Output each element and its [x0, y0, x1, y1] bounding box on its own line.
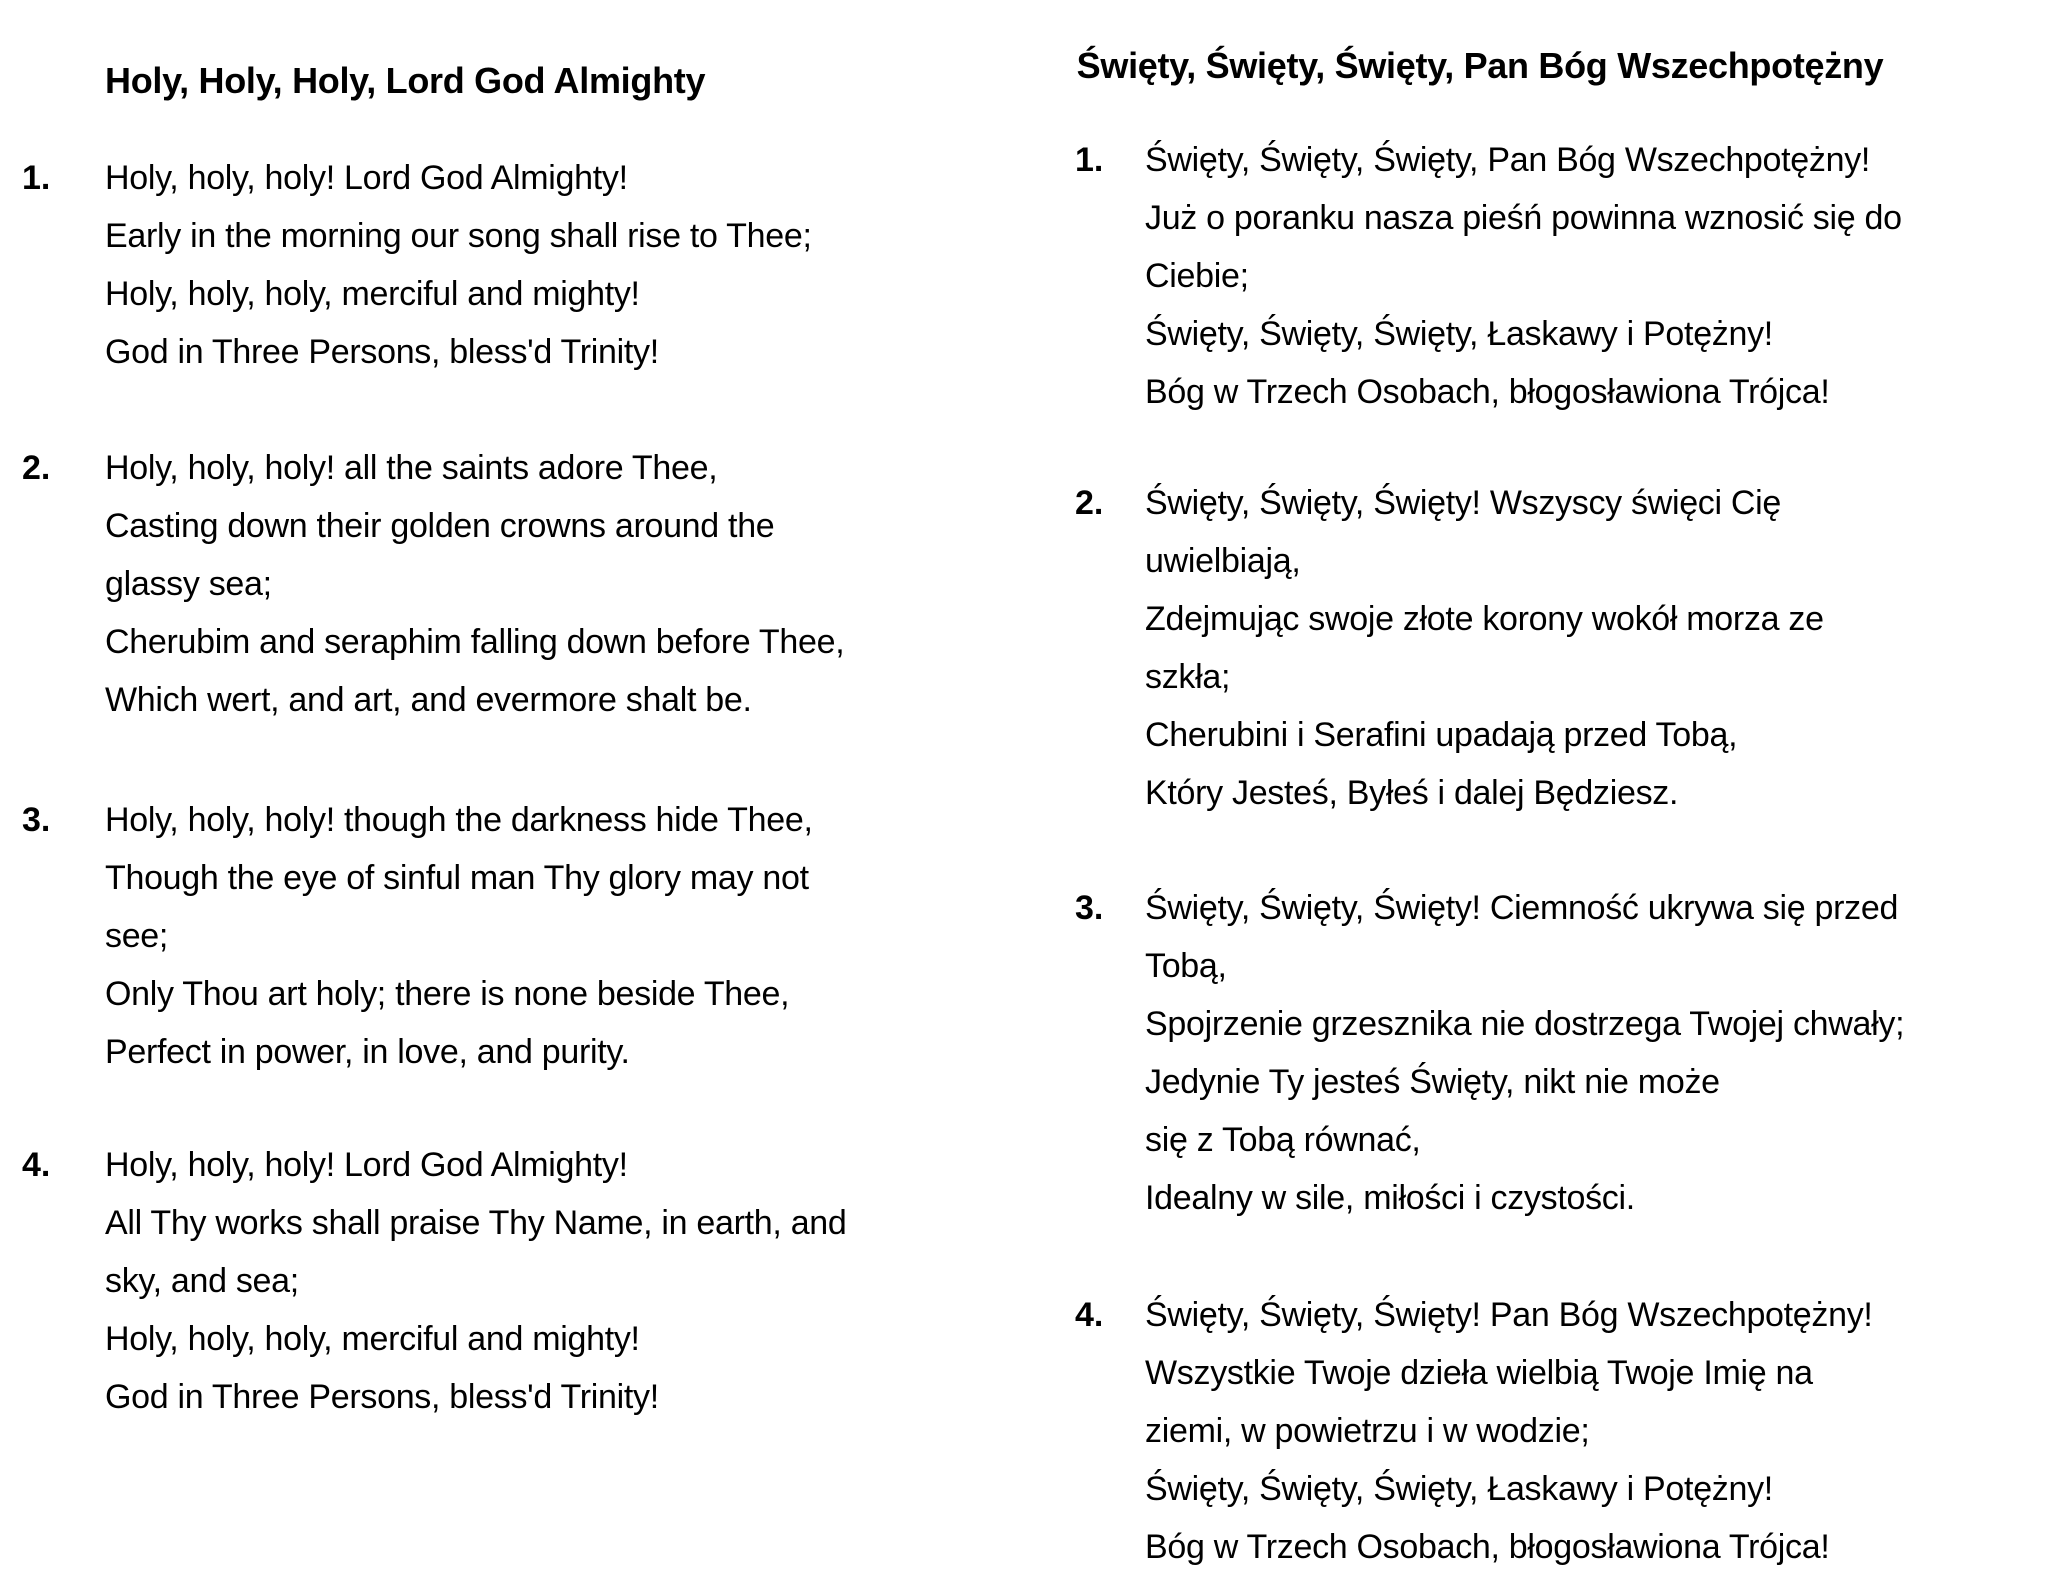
verse: [22, 149, 812, 381]
verse-line: Święty, Święty, Święty! Pan Bóg Wszechpotężny!: [1145, 1296, 1873, 1334]
verse-line: Święty, Święty, Święty! Wszyscy święci Cię: [1145, 484, 1782, 522]
verse-number: 2.: [22, 449, 51, 487]
verse-number: 4.: [1075, 1296, 1104, 1334]
verse-lines: [1145, 474, 1824, 822]
verse-line: Już o poranku nasza pieśń powinna wznosić się do: [1145, 199, 1902, 237]
verse-line: Święty, Święty, Święty, Łaskawy i Potężny!: [1145, 315, 1773, 353]
verse-line: Święty, Święty, Święty, Łaskawy i Potężny!: [1145, 1470, 1773, 1508]
verse-lines: [105, 1136, 847, 1426]
verse-line: ziemi, w powietrzu i w wodzie;: [1145, 1412, 1590, 1450]
verse-line: All Thy works shall praise Thy Name, in earth, and: [105, 1204, 847, 1242]
verse-line: Tobą,: [1145, 947, 1227, 985]
verse-line: Which wert, and art, and evermore shalt be.: [105, 681, 752, 719]
verse-line: Cherubini i Serafini upadają przed Tobą,: [1145, 716, 1738, 754]
verse-line: uwielbiają,: [1145, 542, 1301, 580]
verse-line: Only Thou art holy; there is none beside Thee,: [105, 975, 790, 1013]
verse-line: Holy, holy, holy! Lord God Almighty!: [105, 1146, 628, 1184]
hymn-title-english: Holy, Holy, Holy, Lord God Almighty: [105, 60, 706, 102]
verse-line: God in Three Persons, bless'd Trinity!: [105, 333, 659, 371]
verse-lines: [105, 439, 844, 729]
verse-line: Early in the morning our song shall rise to Thee;: [105, 217, 812, 255]
hymn-title-polish: Święty, Święty, Święty, Pan Bóg Wszechpotężny: [1076, 45, 1884, 87]
verse: [1075, 131, 1902, 421]
verse-number: 3.: [1075, 889, 1104, 927]
verse-line: glassy sea;: [105, 565, 272, 603]
verse-line: się z Tobą równać,: [1145, 1121, 1421, 1159]
verse-line: Bóg w Trzech Osobach, błogosławiona Trójca!: [1145, 373, 1830, 411]
verse-line: Bóg w Trzech Osobach, błogosławiona Trójca!: [1145, 1528, 1830, 1566]
verse-line: Wszystkie Twoje dzieła wielbią Twoje Imię na: [1145, 1354, 1813, 1392]
verse: [22, 791, 813, 1081]
verse-lines: [1145, 879, 1904, 1227]
verse-number: 1.: [22, 159, 51, 197]
verse: [1075, 879, 1904, 1227]
verse-line: Ciebie;: [1145, 257, 1249, 295]
verse: [22, 1136, 847, 1426]
verse-line: Cherubim and seraphim falling down before Thee,: [105, 623, 845, 661]
verse-line: Spojrzenie grzesznika nie dostrzega Twojej chwały;: [1145, 1005, 1905, 1043]
verse: [1075, 1286, 1873, 1576]
verse-line: Casting down their golden crowns around the: [105, 507, 775, 545]
verse: [22, 439, 844, 729]
verse-line: God in Three Persons, bless'd Trinity!: [105, 1378, 659, 1416]
verse-lines: [105, 149, 812, 381]
verse-lines: [1145, 1286, 1873, 1576]
verse-line: Idealny w sile, miłości i czystości.: [1145, 1179, 1635, 1217]
verse-number: 4.: [22, 1146, 51, 1184]
verse-line: Holy, holy, holy, merciful and mighty!: [105, 275, 640, 313]
verse-line: Holy, holy, holy! all the saints adore Thee,: [105, 449, 718, 487]
verse-number: 2.: [1075, 484, 1104, 522]
verse-line: Święty, Święty, Święty! Ciemność ukrywa się przed: [1145, 889, 1899, 927]
verse-number: 3.: [22, 801, 51, 839]
verse-line: Jedynie Ty jesteś Święty, nikt nie może: [1145, 1063, 1720, 1101]
verse-line: Zdejmując swoje złote korony wokół morza ze: [1145, 600, 1824, 638]
verse-line: szkła;: [1145, 658, 1231, 696]
verse: [1075, 474, 1824, 822]
verse-line: Though the eye of sinful man Thy glory may not: [105, 859, 809, 897]
verse-line: Perfect in power, in love, and purity.: [105, 1033, 630, 1071]
verse-lines: [1145, 131, 1902, 421]
verse-line: Święty, Święty, Święty, Pan Bóg Wszechpotężny!: [1145, 141, 1871, 179]
verse-line: Który Jesteś, Byłeś i dalej Będziesz.: [1145, 774, 1679, 812]
verse-line: sky, and sea;: [105, 1262, 299, 1300]
verse-line: Holy, holy, holy! though the darkness hide Thee,: [105, 801, 813, 839]
verse-line: Holy, holy, holy, merciful and mighty!: [105, 1320, 640, 1358]
verse-line: Holy, holy, holy! Lord God Almighty!: [105, 159, 628, 197]
verse-number: 1.: [1075, 141, 1104, 179]
verse-line: see;: [105, 917, 169, 955]
verse-lines: [105, 791, 813, 1081]
